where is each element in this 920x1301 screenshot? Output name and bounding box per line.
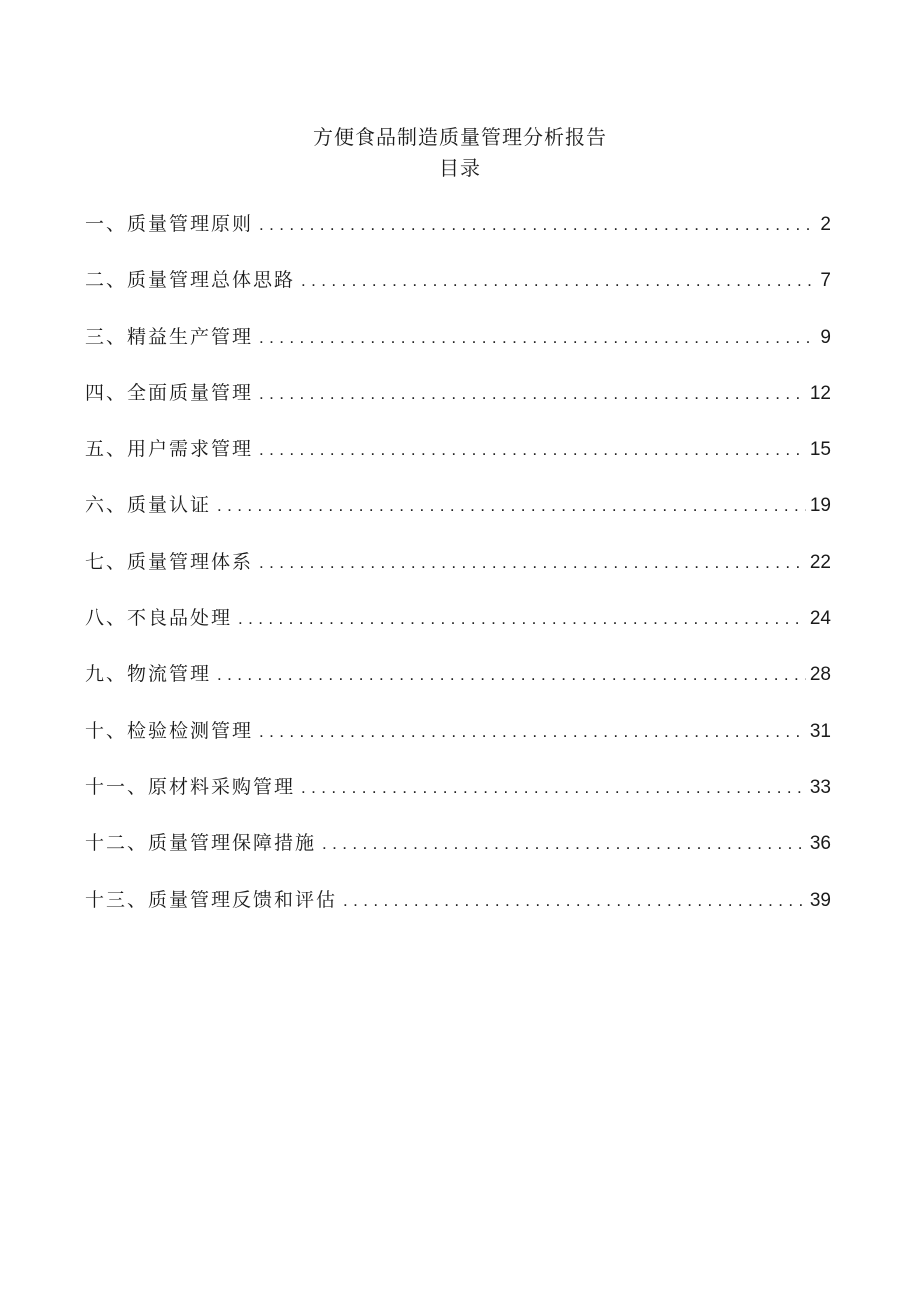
toc-entry-label: 十三、质量管理反馈和评估 xyxy=(85,888,338,911)
toc-entry[interactable] xyxy=(85,715,831,771)
toc-entry-label: 五、用户需求管理 xyxy=(85,438,254,461)
toc-dot-leader xyxy=(217,659,806,691)
toc-entry[interactable] xyxy=(85,771,831,827)
toc-entry[interactable] xyxy=(85,208,831,264)
toc-dot-leader xyxy=(301,265,816,297)
toc-entry-page: 31 xyxy=(809,720,831,742)
document-title: 方便食品制造质量管理分析报告 xyxy=(313,125,607,149)
table-of-contents xyxy=(85,208,831,940)
toc-entry-page: 7 xyxy=(820,270,831,292)
toc-entry-label: 二、质量管理总体思路 xyxy=(85,269,296,292)
toc-dot-leader xyxy=(301,772,806,804)
toc-entry-page: 12 xyxy=(809,382,831,404)
toc-entry-label: 四、全面质量管理 xyxy=(85,381,254,404)
toc-entry-page: 9 xyxy=(820,326,831,348)
toc-entry[interactable] xyxy=(85,321,831,377)
toc-entry-label: 十二、质量管理保障措施 xyxy=(85,832,317,855)
toc-entry-page: 24 xyxy=(809,608,831,630)
toc-dot-leader xyxy=(259,322,816,354)
toc-entry[interactable] xyxy=(85,377,831,433)
toc-entry-page: 39 xyxy=(809,889,831,911)
toc-entry[interactable] xyxy=(85,433,831,489)
toc-entry-label: 九、物流管理 xyxy=(85,663,212,686)
toc-dot-leader xyxy=(259,378,806,410)
toc-dot-leader xyxy=(238,603,806,635)
toc-dot-leader xyxy=(259,716,806,748)
toc-entry-page: 22 xyxy=(809,551,831,573)
toc-entry-label: 一、质量管理原则 xyxy=(85,213,254,235)
toc-dot-leader xyxy=(259,209,816,241)
toc-entry-page: 15 xyxy=(809,439,831,461)
toc-entry-page: 28 xyxy=(809,664,831,686)
toc-entry-page: 36 xyxy=(809,833,831,855)
toc-dot-leader xyxy=(322,828,806,860)
toc-dot-leader xyxy=(343,885,806,917)
toc-entry[interactable] xyxy=(85,264,831,320)
toc-entry-page: 33 xyxy=(809,776,831,798)
toc-entry[interactable] xyxy=(85,546,831,602)
toc-entry-page: 19 xyxy=(809,495,831,517)
toc-entry-page: 2 xyxy=(820,214,831,235)
toc-entry[interactable] xyxy=(85,489,831,545)
toc-entry[interactable] xyxy=(85,602,831,658)
toc-entry-label: 十、检验检测管理 xyxy=(85,719,254,742)
toc-dot-leader xyxy=(259,434,806,466)
toc-entry-label: 六、质量认证 xyxy=(85,494,212,517)
toc-entry[interactable] xyxy=(85,884,831,940)
toc-entry-label: 七、质量管理体系 xyxy=(85,550,254,573)
toc-dot-leader xyxy=(217,490,806,522)
toc-dot-leader xyxy=(259,547,806,579)
toc-heading: 目录 xyxy=(439,156,481,180)
toc-entry-label: 三、精益生产管理 xyxy=(85,325,254,348)
toc-entry-label: 八、不良品处理 xyxy=(85,607,233,630)
toc-entry-label: 十一、原材料采购管理 xyxy=(85,775,296,798)
toc-entry[interactable] xyxy=(85,827,831,883)
toc-entry[interactable] xyxy=(85,658,831,714)
